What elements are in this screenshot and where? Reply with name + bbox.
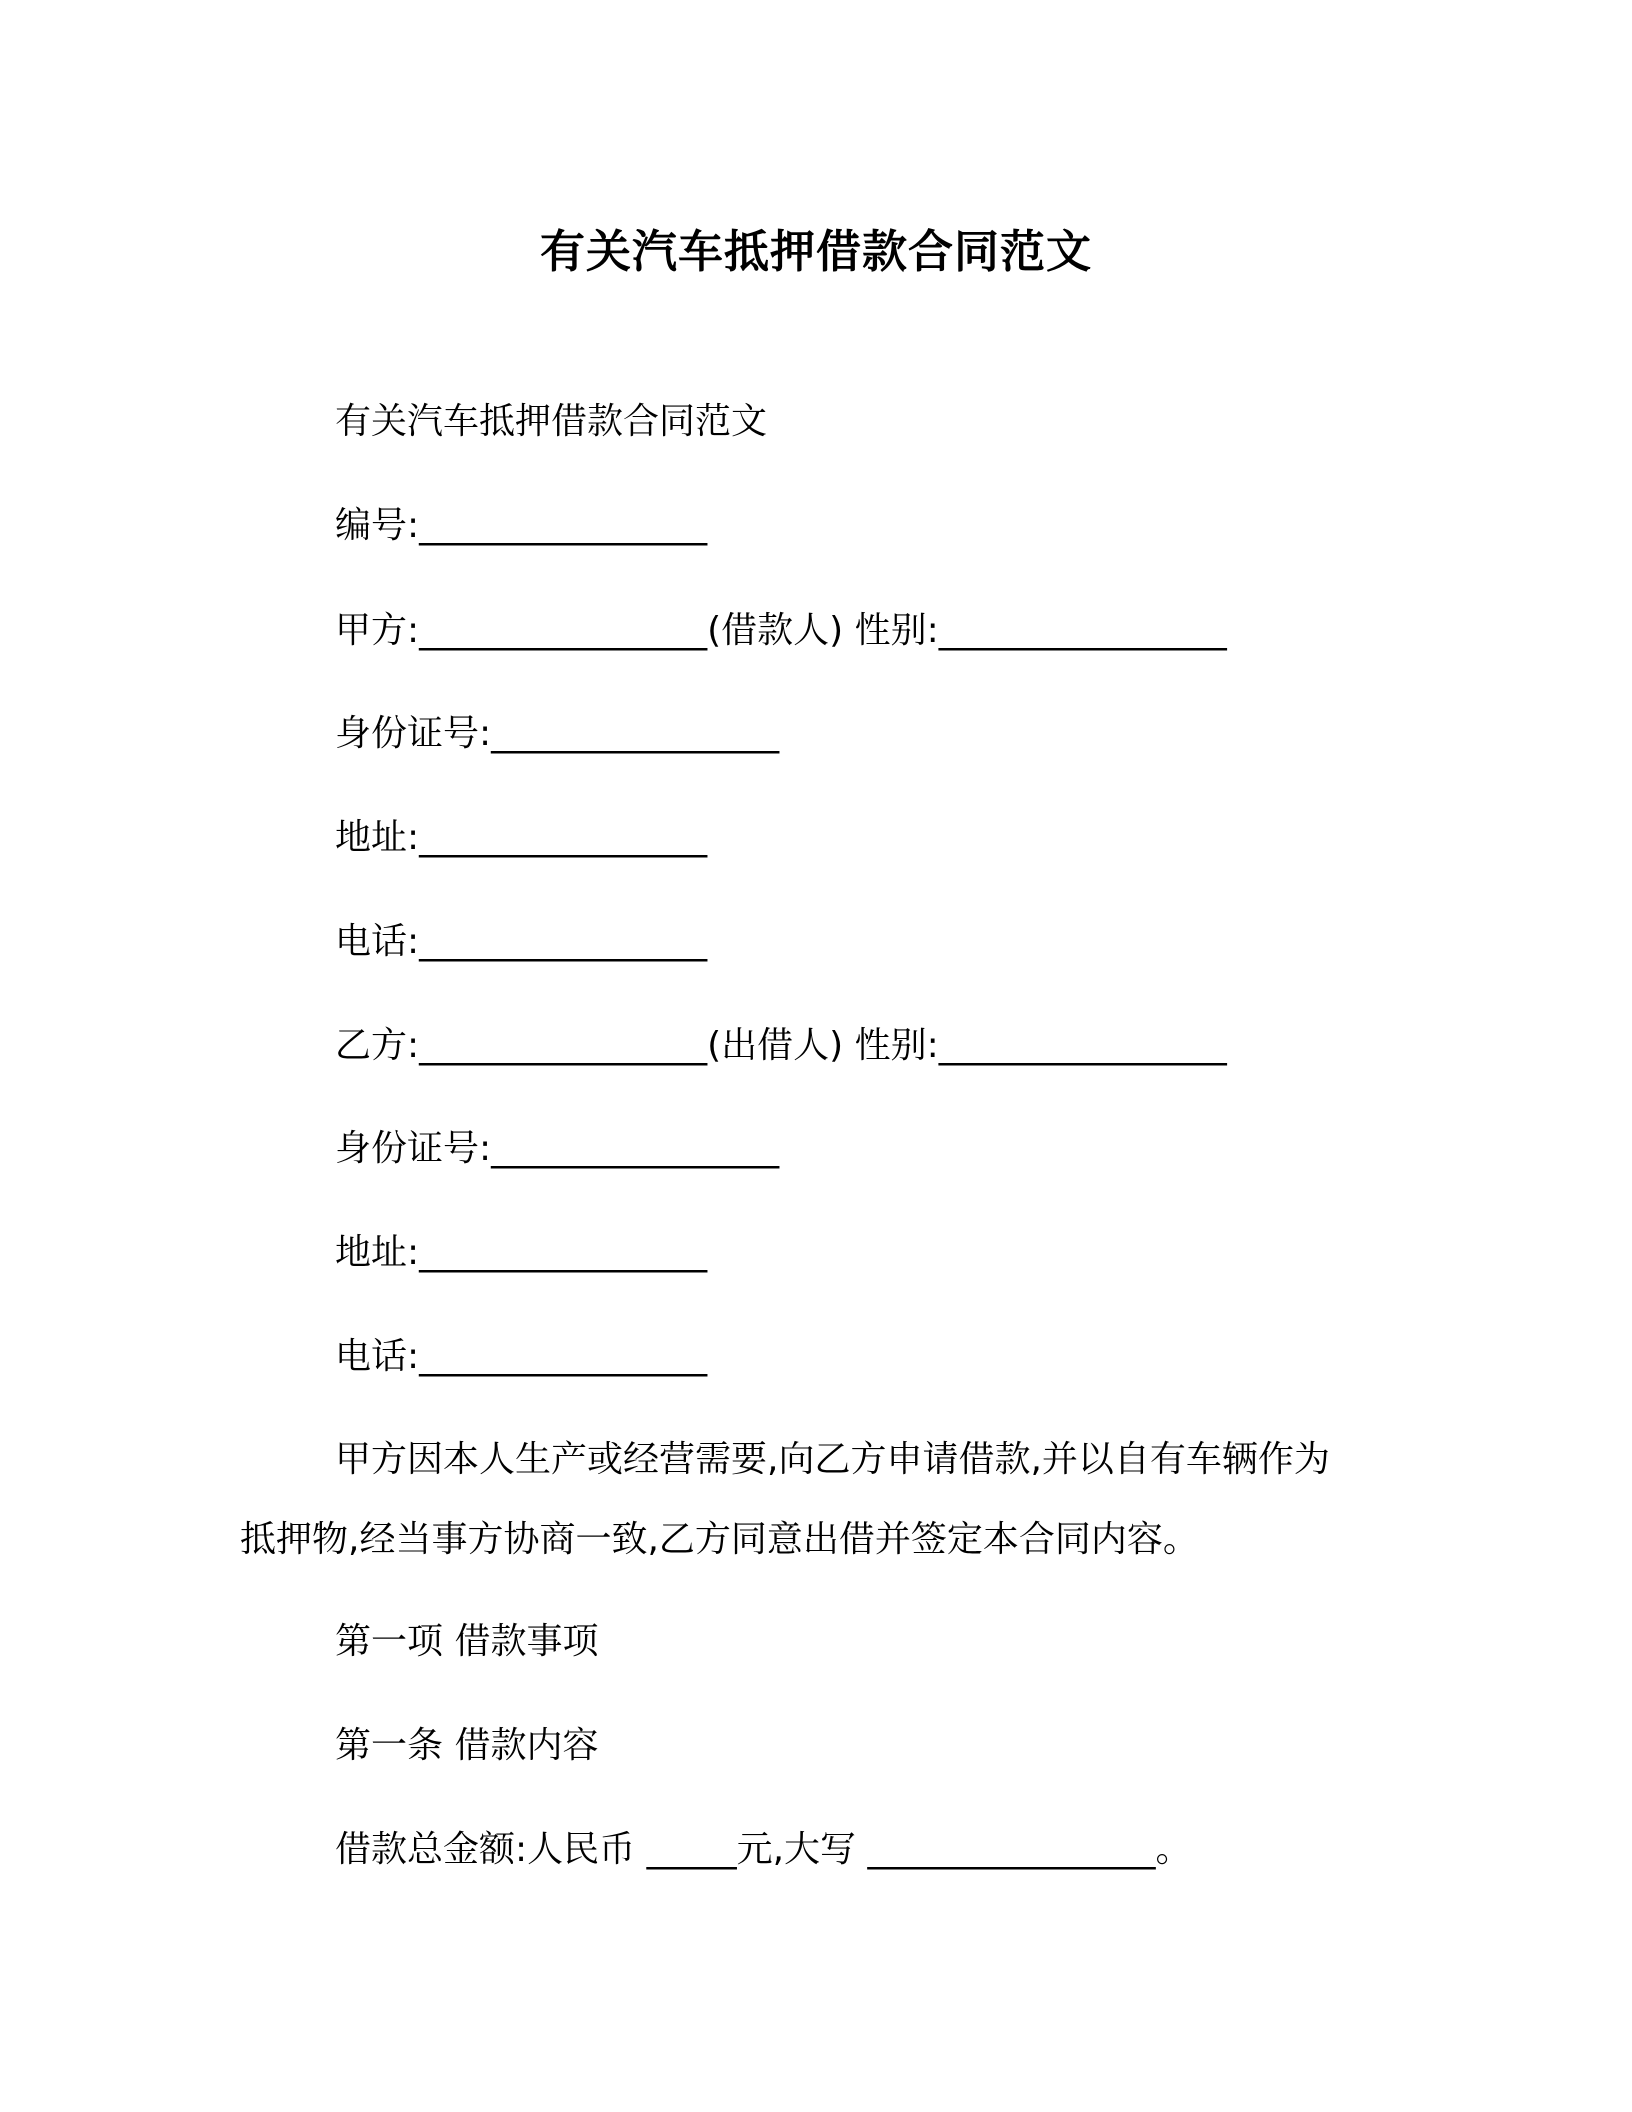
section-heading: 第一项 借款事项: [335, 1621, 599, 1662]
document-title: 有关汽车抵押借款合同范文: [539, 225, 1092, 278]
loan-amount-line: 借款总金额:人民币 _____元,大写 ________________。: [335, 1829, 1192, 1870]
party-a-field: 甲方:________________(借款人) 性别:________________: [335, 610, 1227, 651]
party-b-address-field: 地址:________________: [335, 1232, 708, 1273]
contract-number-field: 编号:________________: [335, 505, 708, 546]
party-a-phone-field: 电话:________________: [335, 921, 708, 962]
party-b-phone-field: 电话:________________: [335, 1336, 708, 1377]
intro-paragraph-line2: 抵押物,经当事方协商一致,乙方同意出借并签定本合同内容。: [240, 1519, 1199, 1560]
intro-paragraph-line1: 甲方因本人生产或经营需要,向乙方申请借款,并以自有车辆作为: [335, 1439, 1330, 1480]
article-heading: 第一条 借款内容: [335, 1725, 599, 1766]
party-a-id-field: 身份证号:________________: [335, 713, 780, 754]
party-b-id-field: 身份证号:________________: [335, 1128, 780, 1169]
party-b-field: 乙方:________________(出借人) 性别:________________: [335, 1025, 1227, 1066]
party-a-address-field: 地址:________________: [335, 817, 708, 858]
document-subtitle: 有关汽车抵押借款合同范文: [335, 401, 768, 442]
